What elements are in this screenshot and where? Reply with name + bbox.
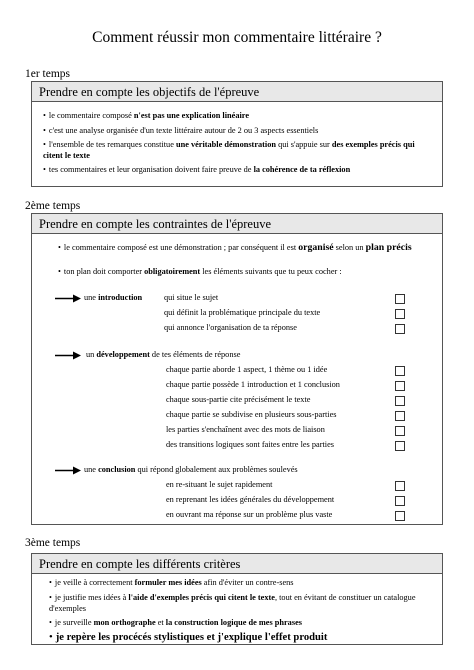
checklist-item: qui annonce l'organisation de ta réponse xyxy=(164,323,297,332)
checkbox-icon[interactable] xyxy=(395,366,405,376)
stage-1-label: 1er temps xyxy=(25,68,71,80)
checklist-item: en ouvrant ma réponse sur un problème plus vaste xyxy=(166,510,333,519)
bullet-item: • je veille à correctement formuler mes idées afin d'éviter un contre-sens xyxy=(49,578,294,587)
checklist-item: qui définit la problématique principale du texte xyxy=(164,308,321,317)
bullet-icon: • xyxy=(49,593,52,602)
checkbox-icon[interactable] xyxy=(395,294,405,304)
checklist-item: en reprenant les idées générales du développement xyxy=(166,495,335,504)
stage-3-label: 3ème temps xyxy=(25,537,81,549)
checklist-item: qui situe le sujet xyxy=(164,293,219,302)
bullet-item: • tes commentaires et leur organisation doivent faire preuve de la cohérence de ta réflexion xyxy=(43,165,351,174)
checklist-item: chaque sous-partie cite précisément le texte xyxy=(166,395,311,404)
checklist-item: chaque partie possède 1 introduction et 1 conclusion xyxy=(166,380,340,389)
bullet-icon: • xyxy=(43,126,46,135)
checklist-item: les parties s'enchaînent avec des mots de liaison xyxy=(166,425,325,434)
checkbox-icon[interactable] xyxy=(395,441,405,451)
page-title: Comment réussir mon commentaire littéraire ? xyxy=(92,29,382,46)
bullet-item: • je surveille mon orthographe et la construction logique de mes phrases xyxy=(49,618,302,627)
checklist-item: chaque partie se subdivise en plusieurs sous-parties xyxy=(166,410,337,419)
checklist-item: des transitions logiques sont faites entre les parties xyxy=(166,440,334,449)
bullet-item: • le commentaire composé n'est pas une explication linéaire xyxy=(43,111,250,120)
checkbox-icon[interactable] xyxy=(395,426,405,436)
bullet-item: • je repère les procécés stylistiques et j'explique l'effet produit xyxy=(49,632,328,643)
bullet-item: • ton plan doit comporter obligatoirement les éléments suivants que tu peux cocher : xyxy=(58,267,342,276)
bullet-icon: • xyxy=(43,111,46,120)
bullet-icon: • xyxy=(43,140,46,149)
stage-2-box xyxy=(31,213,443,525)
arrow-right-icon xyxy=(55,466,81,475)
bullet-icon: • xyxy=(49,632,53,643)
bullet-icon: • xyxy=(49,578,52,587)
stage-1-box xyxy=(31,81,443,187)
checklist-item: en re-situant le sujet rapidement xyxy=(166,480,273,489)
checkbox-icon[interactable] xyxy=(395,411,405,421)
checklist-item: chaque partie aborde 1 aspect, 1 thème ou 1 idée xyxy=(166,365,328,374)
stage-3-header: Prendre en compte les différents critères xyxy=(32,554,442,574)
bullet-icon: • xyxy=(58,267,61,276)
checkbox-icon[interactable] xyxy=(395,324,405,334)
checkbox-icon[interactable] xyxy=(395,496,405,506)
stage-2-label: 2ème temps xyxy=(25,200,81,212)
bullet-icon: • xyxy=(43,165,46,174)
checkbox-icon[interactable] xyxy=(395,309,405,319)
bullet-item: • je justifie mes idées à l'aide d'exemples précis qui citent le texte, tout en évitant de constituer un catalogue d'exemples xyxy=(49,593,416,613)
bullet-icon: • xyxy=(49,618,52,627)
dev-lead: un développement de tes éléments de réponse xyxy=(86,350,241,359)
arrow-right-icon xyxy=(55,294,81,303)
bullet-icon: • xyxy=(58,243,61,252)
bullet-item: • c'est une analyse organisée d'un texte littéraire autour de 2 ou 3 aspects essentiels xyxy=(43,126,319,135)
checkbox-icon[interactable] xyxy=(395,396,405,406)
stage-1-header: Prendre en compte les objectifs de l'épreuve xyxy=(32,82,442,102)
arrow-right-icon xyxy=(55,351,81,360)
checkbox-icon[interactable] xyxy=(395,511,405,521)
checkbox-icon[interactable] xyxy=(395,381,405,391)
bullet-item: • le commentaire composé est une démonstration ; par conséquent il est organisé selon un plan précis xyxy=(58,242,412,253)
intro-lead: une introduction xyxy=(84,293,143,302)
checkbox-icon[interactable] xyxy=(395,481,405,491)
bullet-item: • l'ensemble de tes remarques constitue une véritable démonstration qui s'appuie sur des exemples précis qui citent le texte xyxy=(43,140,415,160)
stage-2-header: Prendre en compte les contraintes de l'épreuve xyxy=(32,214,442,234)
stage-3-box xyxy=(31,553,443,645)
concl-lead: une conclusion qui répond globalement aux problèmes soulevés xyxy=(84,465,298,474)
